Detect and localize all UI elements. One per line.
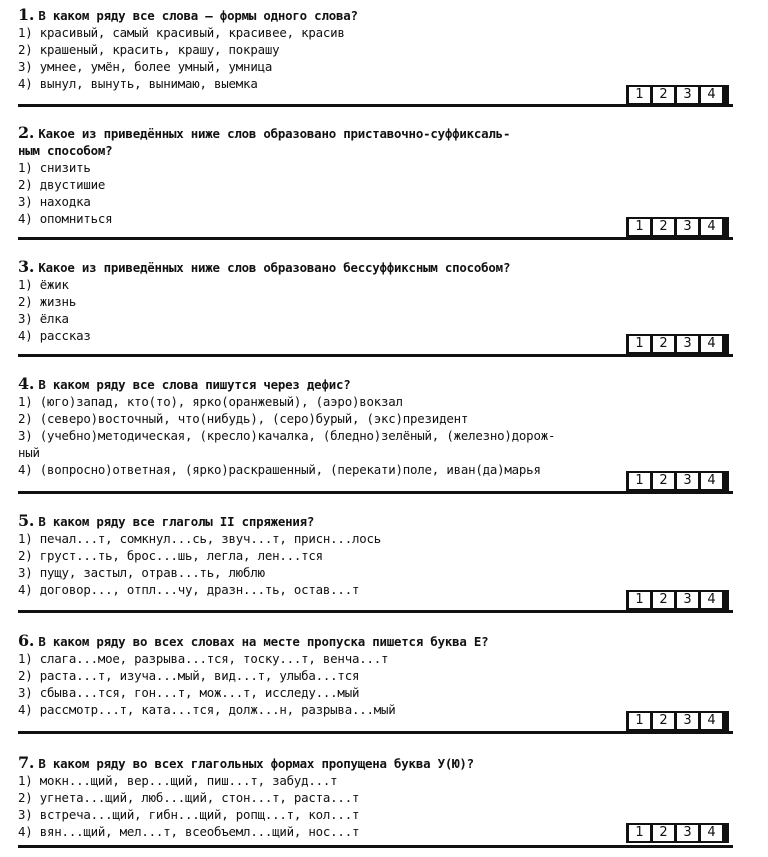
option-4[interactable]: 4) договор..., отпл...чу, дразн...ть, остав...т <box>18 582 360 597</box>
answer-box-2[interactable]: 2 <box>653 336 674 352</box>
divider-rule <box>18 104 733 107</box>
option-4[interactable]: 4) опомниться <box>18 211 113 226</box>
option-3[interactable]: 3) пущу, застыл, отрав...ть, люблю <box>18 565 265 580</box>
answer-box-4[interactable]: 4 <box>701 713 722 729</box>
question-text: Какое из приведённых ниже слов образовано приставочно-суффиксаль- <box>38 126 511 141</box>
answer-grid-7 <box>626 823 729 843</box>
option-2[interactable]: 2) угнета...щий, люб...щий, стон...т, раста...т <box>18 790 360 805</box>
answer-box-2[interactable]: 2 <box>653 473 674 489</box>
answer-box-4[interactable]: 4 <box>701 473 722 489</box>
answer-box-4[interactable]: 4 <box>701 336 722 352</box>
question-number: 7. <box>18 753 35 772</box>
answer-grid-6 <box>626 711 729 731</box>
option-1[interactable]: 1) (юго)запад, кто(то), ярко(оранжевый), (аэро)вокзал <box>18 394 403 409</box>
answer-grid-4 <box>626 471 729 491</box>
question-text: В каком ряду все слова пишутся через дефис? <box>38 377 351 392</box>
option-1[interactable]: 1) красивый, самый красивый, красивее, красив <box>18 25 345 40</box>
answer-grid-3 <box>626 334 729 354</box>
option-4[interactable]: 4) вынул, вынуть, вынимаю, выемка <box>18 76 258 91</box>
option-3[interactable]: 3) (учебно)методическая, (кресло)качалка, (бледно)зелёный, (железно)дорож- <box>18 428 556 443</box>
question-number: 4. <box>18 374 35 393</box>
question-text: В каком ряду во всех словах на месте пропуска пишется буква Е? <box>38 634 489 649</box>
answer-box-2[interactable]: 2 <box>653 713 674 729</box>
question-text: В каком ряду все глаголы II спряжения? <box>38 514 315 529</box>
question-number: 5. <box>18 511 35 530</box>
question-text: Какое из приведённых ниже слов образовано бессуффиксным способом? <box>38 260 511 275</box>
divider-rule <box>18 731 733 734</box>
option-3[interactable]: 3) ёлка <box>18 311 69 326</box>
option-4[interactable]: 4) рассказ <box>18 328 91 343</box>
option-1[interactable]: 1) мокн...щий, вер...щий, пиш...т, забуд...т <box>18 773 338 788</box>
divider-rule <box>18 491 733 494</box>
option-2[interactable]: 2) раста...т, изуча...мый, вид...т, улыба...тся <box>18 668 360 683</box>
option-2[interactable]: 2) двустишие <box>18 177 106 192</box>
option-3-continued: ный <box>18 445 40 460</box>
question-number: 3. <box>18 257 35 276</box>
answer-box-2[interactable]: 2 <box>653 825 674 841</box>
option-1[interactable]: 1) печал...т, сомкнул...сь, звуч...т, присн...лось <box>18 531 381 546</box>
answer-box-2[interactable]: 2 <box>653 219 674 235</box>
question-title <box>18 375 350 393</box>
answer-box-1[interactable]: 1 <box>629 336 650 352</box>
divider-rule <box>18 845 733 848</box>
question-number: 6. <box>18 631 35 650</box>
option-2[interactable]: 2) (северо)восточный, что(нибудь), (серо)бурый, (экс)президент <box>18 411 469 426</box>
answer-box-2[interactable]: 2 <box>653 592 674 608</box>
option-4[interactable]: 4) вян...щий, мел...т, всеобъемл...щий, нос...т <box>18 824 360 839</box>
divider-rule <box>18 354 733 357</box>
answer-box-2[interactable]: 2 <box>653 87 674 103</box>
answer-box-1[interactable]: 1 <box>629 592 650 608</box>
answer-box-3[interactable]: 3 <box>677 219 698 235</box>
question-title <box>18 632 488 650</box>
answer-box-4[interactable]: 4 <box>701 87 722 103</box>
question-number: 2. <box>18 123 35 142</box>
answer-box-3[interactable]: 3 <box>677 713 698 729</box>
answer-box-3[interactable]: 3 <box>677 336 698 352</box>
answer-box-1[interactable]: 1 <box>629 473 650 489</box>
option-3[interactable]: 3) находка <box>18 194 91 209</box>
answer-box-3[interactable]: 3 <box>677 473 698 489</box>
divider-rule <box>18 610 733 613</box>
question-text: В каком ряду все слова — формы одного слова? <box>38 8 358 23</box>
answer-box-1[interactable]: 1 <box>629 87 650 103</box>
divider-rule <box>18 237 733 240</box>
option-2[interactable]: 2) крашеный, красить, крашу, покрашу <box>18 42 280 57</box>
question-number: 1. <box>18 5 35 24</box>
answer-grid-1 <box>626 85 729 105</box>
option-4[interactable]: 4) (вопросно)ответная, (ярко)раскрашенный, (перекати)поле, иван(да)марья <box>18 462 541 477</box>
option-1[interactable]: 1) снизить <box>18 160 91 175</box>
option-2[interactable]: 2) жизнь <box>18 294 77 309</box>
answer-box-4[interactable]: 4 <box>701 219 722 235</box>
option-2[interactable]: 2) груст...ть, брос...шь, легла, лен...тся <box>18 548 323 563</box>
question-text: В каком ряду во всех глагольных формах пропущена буква У(Ю)? <box>38 756 474 771</box>
answer-box-1[interactable]: 1 <box>629 825 650 841</box>
answer-box-1[interactable]: 1 <box>629 219 650 235</box>
answer-box-4[interactable]: 4 <box>701 592 722 608</box>
option-3[interactable]: 3) сбыва...тся, гон...т, мож...т, исследу...мый <box>18 685 360 700</box>
answer-grid-5 <box>626 590 729 610</box>
option-1[interactable]: 1) ёжик <box>18 277 69 292</box>
question-title <box>18 124 510 159</box>
question-text-continued: ным способом? <box>18 143 113 158</box>
question-title <box>18 258 510 276</box>
answer-box-3[interactable]: 3 <box>677 825 698 841</box>
answer-box-1[interactable]: 1 <box>629 713 650 729</box>
question-title <box>18 512 314 530</box>
option-3[interactable]: 3) встреча...щий, гибн...щий, ропщ...т, кол...т <box>18 807 360 822</box>
option-3[interactable]: 3) умнее, умён, более умный, умница <box>18 59 273 74</box>
answer-box-3[interactable]: 3 <box>677 592 698 608</box>
question-title <box>18 6 358 24</box>
option-4[interactable]: 4) рассмотр...т, ката...тся, долж...н, разрыва...мый <box>18 702 396 717</box>
answer-box-3[interactable]: 3 <box>677 87 698 103</box>
answer-grid-2 <box>626 217 729 237</box>
answer-box-4[interactable]: 4 <box>701 825 722 841</box>
option-1[interactable]: 1) слага...мое, разрыва...тся, тоску...т, венча...т <box>18 651 389 666</box>
question-title <box>18 754 474 772</box>
